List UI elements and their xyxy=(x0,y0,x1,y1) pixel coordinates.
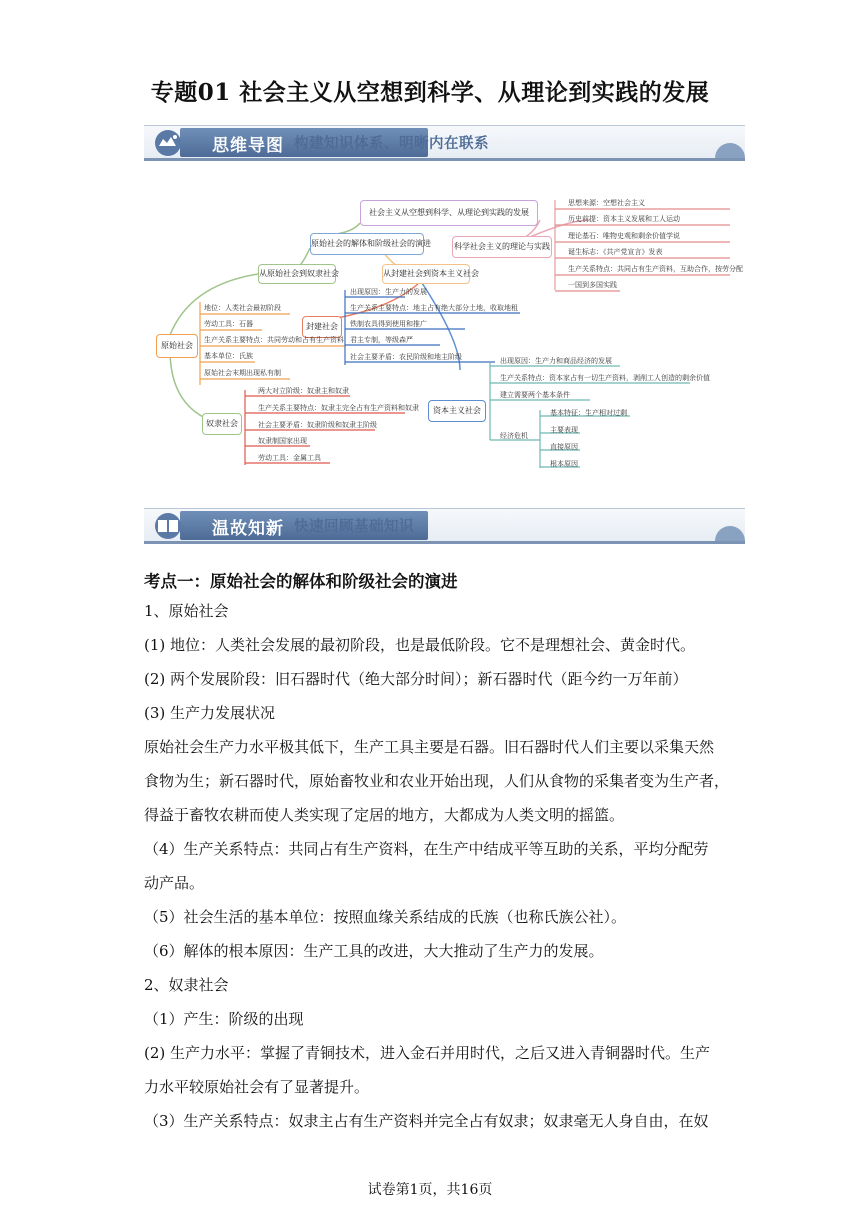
mindmap-leaf: 铁制农具得到使用和推广 xyxy=(350,320,427,328)
mindmap-leaf: 根本原因 xyxy=(550,460,578,468)
body-line: （4）生产关系特点：共同占有生产资料，在生产中结成平等互助的关系，平均分配劳 xyxy=(144,840,709,858)
mindmap-leaf: 生产关系主要特点：共同劳动和占有生产资料 xyxy=(204,336,344,344)
mindmap-leaf: 两大对立阶级：奴隶主和奴隶 xyxy=(258,387,349,395)
banner-subtitle: 构建知识体系、明晰内在联系 xyxy=(294,136,489,152)
mindmap-leaf: 建立需要两个基本条件 xyxy=(500,391,570,399)
mindmap-leaf: 生产关系主要特点：奴隶主完全占有生产资料和奴隶 xyxy=(258,404,419,412)
body-line: 得益于畜牧农耕而使人类实现了定居的地方，大都成为人类文明的摇篮。 xyxy=(144,806,625,824)
mindmap-node-primitive: 原始社会 xyxy=(156,334,198,358)
mindmap-leaf: 君主专制，等级森严 xyxy=(350,336,413,344)
mindmap-root: 社会主义从空想到科学、从理论到实践的发展 xyxy=(360,200,538,226)
body-line: 动产品。 xyxy=(144,874,205,892)
mindmap-node-slave: 奴隶社会 xyxy=(202,413,242,435)
banner-tag: 温故知新 xyxy=(180,511,428,540)
body-line: 原始社会生产力水平极其低下，生产工具主要是石器。旧石器时代人们主要以采集天然 xyxy=(144,738,715,756)
mindmap-leaf: 思想来源：空想社会主义 xyxy=(568,199,645,207)
mindmap-leaf: 奴隶制国家出现 xyxy=(258,437,307,445)
body-line: 1、原始社会 xyxy=(144,602,229,620)
body-line: 食物为生；新石器时代，原始畜牧业和农业开始出现，人们从食物的采集者变为生产者， xyxy=(144,772,730,790)
mindmap-leaf: 出现原因：生产力的发展 xyxy=(350,288,427,296)
mindmap-leaf: 原始社会末期出现私有制 xyxy=(204,369,281,377)
body-line: 力水平较原始社会有了显著提升。 xyxy=(144,1078,370,1096)
mindmap-banner xyxy=(144,125,745,161)
mindmap-leaf: 生产关系主要特点：地主占有绝大部分土地，收取地租 xyxy=(350,304,518,312)
mindmap-node-feudal-to-capitalist: 从封建社会到资本主义社会 xyxy=(382,264,470,284)
page-footer: 试卷第1页，共16页 xyxy=(367,1182,493,1198)
body-line: (3) 生产力发展状况 xyxy=(144,704,276,722)
body-line: （3）生产关系特点：奴隶主占有生产资料并完全占有奴隶；奴隶毫无人身自由，在奴 xyxy=(144,1112,709,1130)
mindmap-leaf: 生产关系特点：共同占有生产资料，互助合作，按劳分配 xyxy=(568,265,743,273)
mindmap-node-evolution: 原始社会的解体和阶级社会的演进 xyxy=(310,233,424,255)
mindmap-leaf: 地位：人类社会最初阶段 xyxy=(204,304,281,312)
mindmap-leaf: 社会主要矛盾：奴隶阶级和奴隶主阶级 xyxy=(258,421,377,429)
mindmap-leaf: 一国到多国实践 xyxy=(568,281,617,289)
body-line: （6）解体的根本原因：生产工具的改进，大大推动了生产力的发展。 xyxy=(144,942,604,960)
mindmap-leaf: 生产关系特点：资本家占有一切生产资料，剥削工人创造的剩余价值 xyxy=(500,374,710,382)
mindmap-leaf: 出现原因：生产力和商品经济的发展 xyxy=(500,357,612,365)
mindmap-leaf: 劳动工具：金属工具 xyxy=(258,454,321,462)
mindmap-leaf: 历史前提：资本主义发展和工人运动 xyxy=(568,215,680,223)
mindmap-leaf: 经济危机 xyxy=(500,432,528,440)
body-line: （5）社会生活的基本单位：按照血缘关系结成的氏族（也称氏族公社）。 xyxy=(144,908,627,926)
page-title: 专题01 社会主义从空想到科学、从理论到实践的发展 xyxy=(150,79,710,106)
review-banner xyxy=(144,508,745,544)
mindmap-node-scientific: 科学社会主义的理论与实践 xyxy=(452,236,552,258)
mindmap-leaf: 主要表现 xyxy=(550,426,578,434)
mindmap-node-primitive-to-slave: 从原始社会到奴隶社会 xyxy=(258,264,336,284)
banner-subtitle: 快速回顾基础知识 xyxy=(294,519,414,535)
mindmap-leaf: 基本单位：氏族 xyxy=(204,352,253,360)
section-heading: 考点一：原始社会的解体和阶级社会的演进 xyxy=(144,572,458,591)
mindmap-node-capitalist: 资本主义社会 xyxy=(428,400,486,422)
mindmap-leaf: 基本特征：生产相对过剩 xyxy=(550,409,627,417)
mindmap-node-feudal: 封建社会 xyxy=(302,316,342,338)
mindmap-leaf: 理论基石：唯物史观和剩余价值学说 xyxy=(568,232,680,240)
body-line: (1) 地位：人类社会发展的最初阶段，也是最低阶段。它不是理想社会、黄金时代。 xyxy=(144,636,696,654)
mindmap-leaf: 社会主要矛盾：农民阶级和地主阶级 xyxy=(350,353,462,361)
mindmap-leaf: 劳动工具：石器 xyxy=(204,320,253,328)
puzzle-icon xyxy=(148,128,188,158)
mindmap-leaf: 诞生标志：《共产党宣言》发表 xyxy=(568,248,663,256)
banner-tag: 思维导图 xyxy=(180,128,428,157)
body-line: (2) 生产力水平：掌握了青铜技术，进入金石并用时代，之后又进入青铜器时代。生产 xyxy=(144,1044,711,1062)
body-line: （1）产生：阶级的出现 xyxy=(144,1010,304,1028)
book-icon xyxy=(148,511,188,541)
mindmap-leaf: 直接原因 xyxy=(550,443,578,451)
body-line: 2、奴隶社会 xyxy=(144,976,229,994)
body-line: (2) 两个发展阶段：旧石器时代（绝大部分时间）；新石器时代（距今约一万年前） xyxy=(144,670,688,688)
